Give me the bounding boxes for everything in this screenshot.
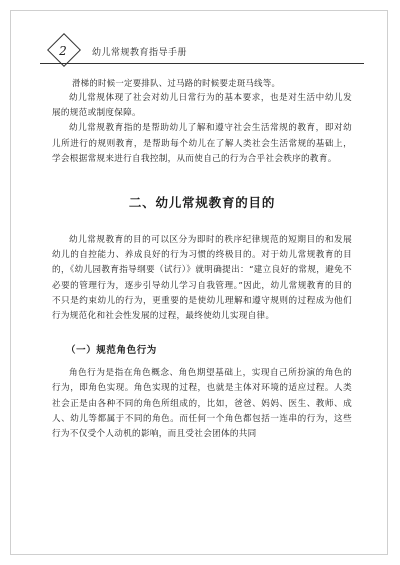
paragraph-1: 幼儿常规体现了社会对幼儿日常行为的基本要求，也是对生活中幼儿发展的规范或制度保障。 xyxy=(52,93,352,119)
subsection-heading: （一）规范角色行为 xyxy=(66,345,157,357)
running-title: 幼儿常规教育指导手册 xyxy=(92,48,188,58)
paragraph-3: 幼儿常规教育的目的可以区分为即时的秩序纪律规范的短期目的和发展幼儿的自控能力、养成良好的行为习惯的终极目的。对于幼儿常规教育的目的，《幼儿园教育指导纲要（试行）》就明确提出：“建立良好的常规，避免不必要的管理行为，逐步引导幼儿学习自我管理。”因此，幼儿常规教育的目的不只是约束幼儿的行为，更重要的是使幼儿理解和遵守规则的过程成为他们行为规范化和社会性发展的过程，最终使幼儿实现自律。 xyxy=(52,235,352,322)
header-rule xyxy=(40,63,364,64)
section-heading: 二、幼儿常规教育的目的 xyxy=(128,195,276,211)
page-number-badge xyxy=(46,42,80,60)
paragraph-2: 幼儿常规教育指的是帮助幼儿了解和遵守社会生活常规的教育，即对幼儿所进行的规则教育，是帮助每个幼儿在了解人类社会生活常规的基础上，学会根据常规来进行自我控制，从而使自己的行为合乎社会秩序的教育。 xyxy=(52,123,352,164)
paragraph-4: 角色行为是指在角色概念、角色期望基础上，实现自己所扮演的角色的行为，即角色实现。角色实现的过程，也就是主体对环境的适应过程。人类社会正是由各种不同的角色所组成的，比如，爸爸、妈妈、医生、教师、成人、幼儿等都属于不同的角色。而任何一个角色都包括一连串的行为，这些行为不仅受个人动机的影响，而且受社会团体的共同 xyxy=(52,368,352,440)
running-header xyxy=(40,42,364,64)
continued-line: 滑梯的时候一定要排队、过马路的时候要走斑马线等。 xyxy=(72,78,281,88)
page-number: 2 xyxy=(59,44,67,58)
page-body xyxy=(52,76,352,442)
